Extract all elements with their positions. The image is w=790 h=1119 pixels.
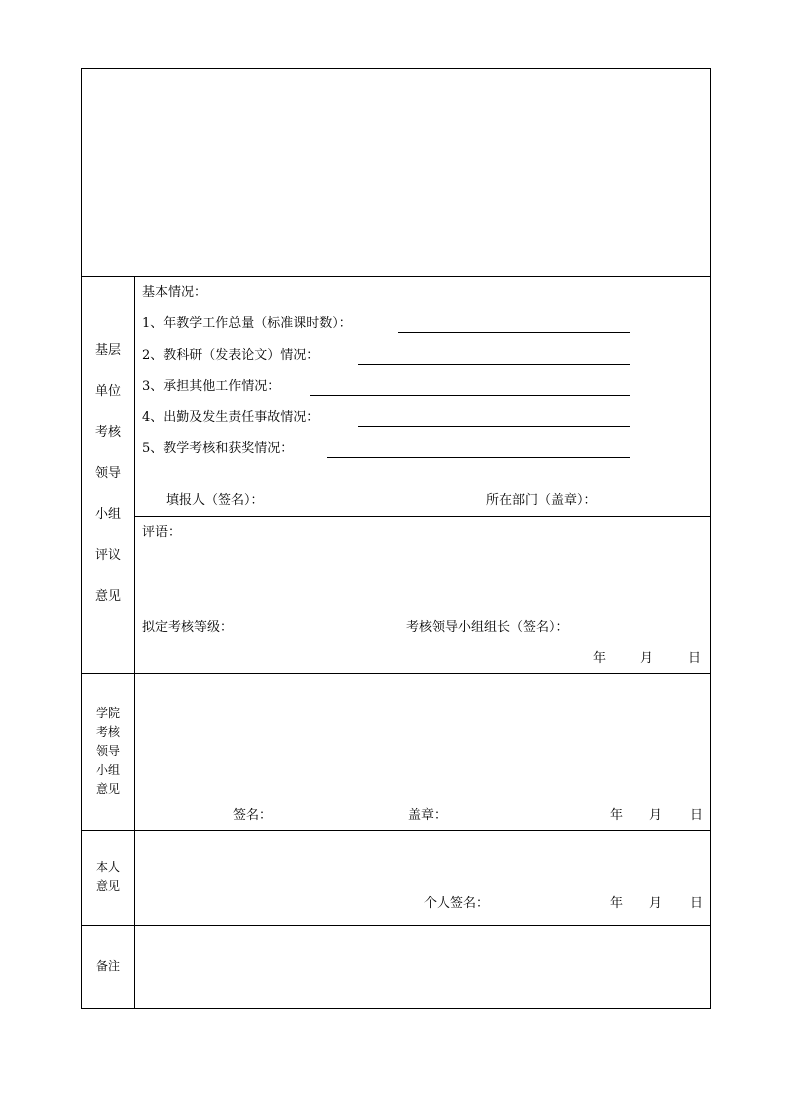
- section1-label-line: 意见: [94, 589, 121, 604]
- college-opinion-area[interactable]: [136, 676, 708, 796]
- college-sign-label: 签名：: [233, 808, 273, 823]
- comment-title: 评语：: [142, 525, 182, 540]
- date-year: 年: [610, 896, 624, 911]
- table-bottom-border: [81, 1008, 711, 1009]
- item-attendance: 4、出勤及发生责任事故情况：: [142, 410, 320, 425]
- section3-label-line: 意见: [95, 879, 120, 893]
- item-other-work: 3、承担其他工作情况：: [142, 379, 281, 394]
- section3-label-line: 本人: [95, 860, 120, 874]
- date-day: 日: [690, 896, 704, 911]
- section2-label-line: 考核: [95, 725, 120, 739]
- row-divider-3: [81, 830, 711, 831]
- top-empty-cell[interactable]: [82, 69, 710, 276]
- date-month: 月: [649, 896, 663, 911]
- section2-label: [81, 704, 135, 799]
- section1-label-line: 考核: [94, 425, 121, 440]
- attendance-field[interactable]: [358, 426, 630, 427]
- item-research: 2、教科研（发表论文）情况：: [142, 348, 320, 363]
- inner-divider-basic-comment: [134, 516, 711, 517]
- date-month: 月: [649, 808, 663, 823]
- row-divider-2: [81, 673, 711, 674]
- section2-label-line: 领导: [95, 744, 120, 758]
- row-divider-1: [81, 276, 711, 277]
- section2-label-line: 学院: [95, 706, 120, 720]
- section2-label-line: 小组: [95, 763, 120, 777]
- section1-label-line: 小组: [94, 507, 121, 522]
- grade-label: 拟定考核等级：: [142, 620, 234, 635]
- date-day: 日: [688, 651, 702, 666]
- remarks-area[interactable]: [136, 928, 708, 1006]
- section1-label-line: 基层: [94, 343, 121, 358]
- section3-label: [81, 858, 135, 896]
- department-seal-label: 所在部门（盖章）：: [486, 493, 597, 508]
- awards-field[interactable]: [327, 457, 630, 458]
- teaching-workload-field[interactable]: [398, 332, 630, 333]
- personal-opinion-area[interactable]: [136, 833, 708, 888]
- section1-label-line: 评议: [94, 548, 121, 563]
- other-work-field[interactable]: [310, 395, 630, 396]
- date-year: 年: [593, 651, 607, 666]
- section1-label: [81, 341, 135, 628]
- section1-label-line: 领导: [94, 466, 121, 481]
- date-year: 年: [610, 808, 624, 823]
- item-awards: 5、教学考核和获奖情况：: [142, 441, 294, 456]
- leader-signature-label: 考核领导小组组长（签名）：: [406, 620, 569, 635]
- table-right-border: [710, 68, 711, 1009]
- personal-signature-label: 个人签名：: [424, 896, 490, 911]
- date-day: 日: [690, 808, 704, 823]
- row-divider-4: [81, 925, 711, 926]
- item-teaching-workload: 1、年教学工作总量（标准课时数）：: [142, 316, 352, 331]
- college-seal-label: 盖章：: [408, 808, 448, 823]
- date-month: 月: [640, 651, 654, 666]
- section2-label-line: 意见: [95, 782, 120, 796]
- comment-area[interactable]: [142, 545, 702, 615]
- research-field[interactable]: [358, 364, 630, 365]
- section1-label-line: 单位: [94, 384, 121, 399]
- remarks-label: 备注: [95, 959, 120, 973]
- filler-signature-label: 填报人（签名）：: [166, 493, 264, 508]
- basic-info-title: 基本情况：: [142, 285, 208, 300]
